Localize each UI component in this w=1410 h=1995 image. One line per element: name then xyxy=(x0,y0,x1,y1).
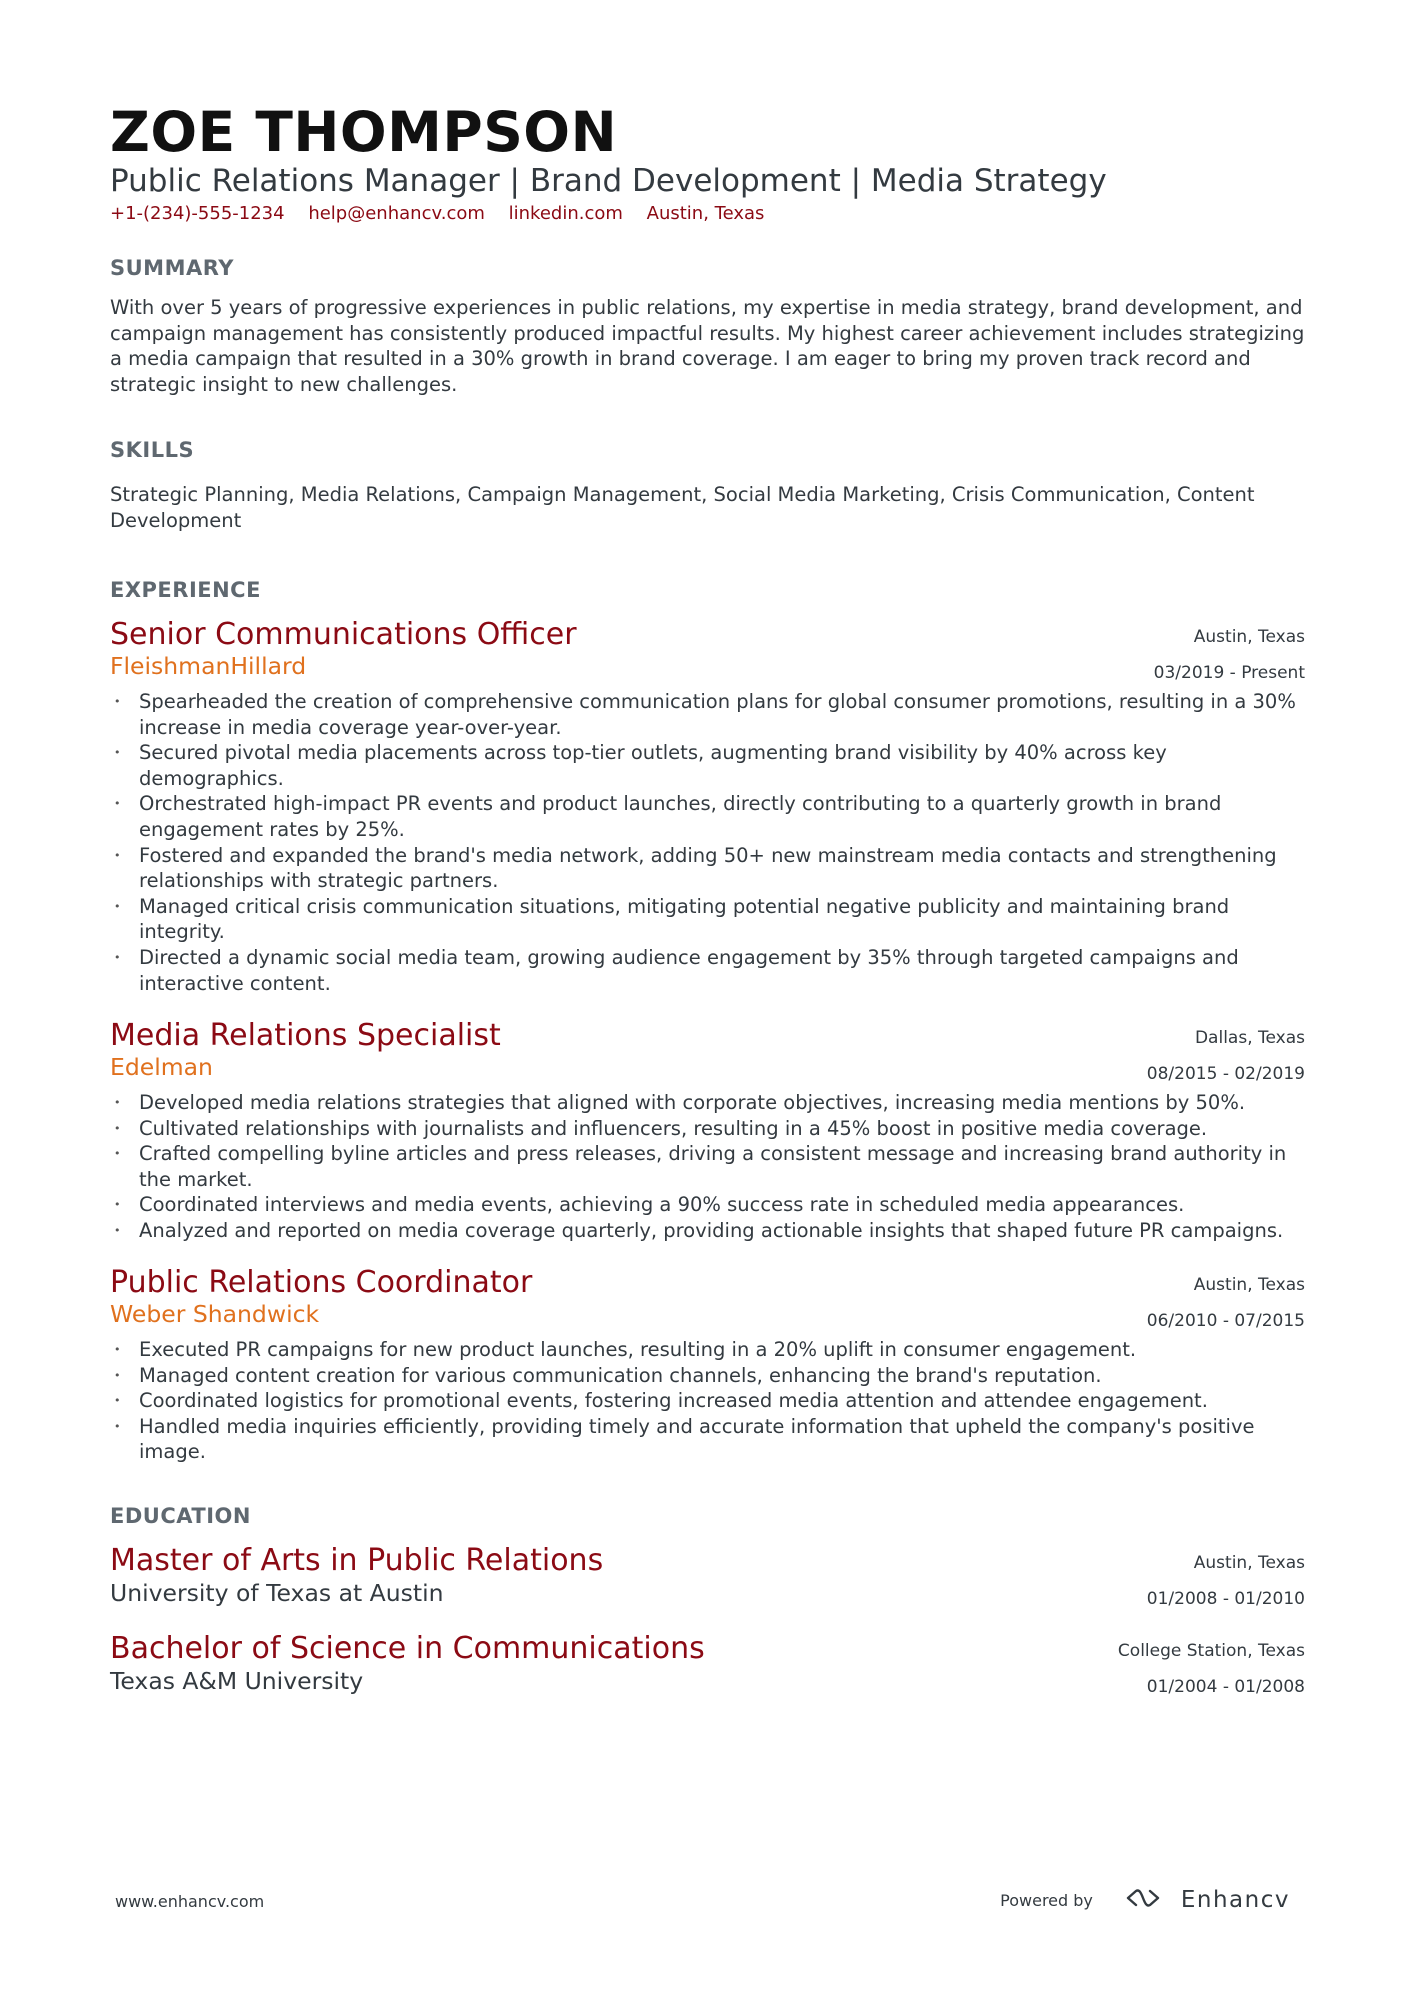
experience-entry xyxy=(110,1265,1305,1465)
education-entry xyxy=(110,1631,1305,1696)
job-title: Senior Communications Officer xyxy=(110,617,577,652)
job-bullet: • Coordinated logistics for promotional events, fostering increased media attention and attendee engagement. xyxy=(110,1388,1305,1414)
degree-title: Master of Arts in Public Relations xyxy=(110,1543,604,1578)
job-dates: 06/2010 - 07/2015 xyxy=(1146,1311,1305,1331)
company-name: FleishmanHillard xyxy=(110,652,307,680)
job-bullet: • Spearheaded the creation of comprehensive communication plans for global consumer promotions, resulting in a 30% increase in media coverage year-over-year. xyxy=(110,689,1305,740)
contact-linkedin[interactable]: linkedin.com xyxy=(508,203,623,224)
job-bullets xyxy=(110,689,1305,996)
job-bullet: • Developed media relations strategies that aligned with corporate objectives, increasing media mentions by 50%. xyxy=(110,1090,1305,1116)
education-dates: 01/2004 - 01/2008 xyxy=(1146,1677,1305,1697)
contact-location: Austin, Texas xyxy=(646,203,765,224)
summary-heading: SUMMARY xyxy=(110,256,234,280)
job-bullet: • Directed a dynamic social media team, growing audience engagement by 35% through targeted campaigns and interactive content. xyxy=(110,945,1305,996)
job-bullet: • Analyzed and reported on media coverage quarterly, providing actionable insights that shaped future PR campaigns. xyxy=(110,1218,1305,1244)
job-bullet: • Executed PR campaigns for new product launches, resulting in a 20% uplift in consumer engagement. xyxy=(110,1337,1305,1363)
enhancv-brand-name: Enhancv xyxy=(1180,1887,1290,1913)
job-title: Public Relations Coordinator xyxy=(110,1265,533,1300)
job-dates: 08/2015 - 02/2019 xyxy=(1146,1064,1305,1084)
enhancv-logo-icon xyxy=(1119,1885,1167,1915)
job-bullet: • Cultivated relationships with journalists and influencers, resulting in a 45% boost in positive media coverage. xyxy=(110,1116,1305,1142)
experience-heading: EXPERIENCE xyxy=(110,578,261,602)
school-name: University of Texas at Austin xyxy=(110,1579,444,1607)
skills-text: Strategic Planning, Media Relations, Campaign Management, Social Media Marketing, Crisis Communication, Content Development xyxy=(110,483,1255,532)
summary-text: With over 5 years of progressive experiences in public relations, my expertise in media strategy, brand development, and campaign management has consistently produced impactful results. My highest career achievement includes strategizing a media campaign that resulted in a 30% growth in brand coverage. I am eager to bring my proven track record and strategic insight to new challenges. xyxy=(110,296,1305,396)
contact-email[interactable]: help@enhancv.com xyxy=(308,203,485,224)
job-location: Austin, Texas xyxy=(1193,1275,1305,1295)
education-location: Austin, Texas xyxy=(1193,1553,1305,1573)
job-bullet: • Managed content creation for various communication channels, enhancing the brand's reputation. xyxy=(110,1363,1305,1389)
experience-entry xyxy=(110,617,1305,996)
degree-title: Bachelor of Science in Communications xyxy=(110,1631,705,1666)
job-bullets xyxy=(110,1337,1305,1465)
job-bullet: • Secured pivotal media placements across top-tier outlets, augmenting brand visibility by 40% across key demographics. xyxy=(110,740,1305,791)
job-location: Dallas, Texas xyxy=(1194,1028,1305,1048)
job-title: Media Relations Specialist xyxy=(110,1018,501,1053)
education-dates: 01/2008 - 01/2010 xyxy=(1146,1589,1305,1609)
contact-line xyxy=(110,203,782,224)
company-name: Edelman xyxy=(110,1053,213,1081)
job-bullet: • Handled media inquiries efficiently, providing timely and accurate information that upheld the company's positive image. xyxy=(110,1414,1305,1465)
job-bullet: • Managed critical crisis communication situations, mitigating potential negative publicity and maintaining brand integrity. xyxy=(110,894,1305,945)
skills-heading: SKILLS xyxy=(110,438,195,462)
footer-branding[interactable] xyxy=(1000,1880,1290,1920)
footer-website-link[interactable]: www.enhancv.com xyxy=(115,1892,265,1911)
powered-by-label: Powered by xyxy=(1000,1890,1093,1910)
company-name: Weber Shandwick xyxy=(110,1300,320,1328)
education-location: College Station, Texas xyxy=(1117,1641,1305,1661)
candidate-tagline: Public Relations Manager | Brand Development | Media Strategy xyxy=(110,163,1107,199)
job-dates: 03/2019 - Present xyxy=(1153,663,1305,683)
contact-phone[interactable]: +1-(234)-555-1234 xyxy=(110,203,285,224)
job-bullet: • Orchestrated high-impact PR events and product launches, directly contributing to a quarterly growth in brand engagement rates by 25%. xyxy=(110,791,1305,842)
job-location: Austin, Texas xyxy=(1193,627,1305,647)
job-bullet: • Fostered and expanded the brand's media network, adding 50+ new mainstream media contacts and strengthening relationships with strategic partners. xyxy=(110,843,1305,894)
experience-entry xyxy=(110,1018,1305,1244)
job-bullet: • Coordinated interviews and media events, achieving a 90% success rate in scheduled media appearances. xyxy=(110,1192,1305,1218)
education-entry xyxy=(110,1543,1305,1608)
education-heading: EDUCATION xyxy=(110,1504,251,1528)
candidate-name: ZOE THOMPSON xyxy=(110,100,618,164)
school-name: Texas A&M University xyxy=(110,1667,364,1695)
job-bullets xyxy=(110,1090,1305,1244)
job-bullet: • Crafted compelling byline articles and press releases, driving a consistent message and increasing brand authority in the market. xyxy=(110,1141,1305,1192)
